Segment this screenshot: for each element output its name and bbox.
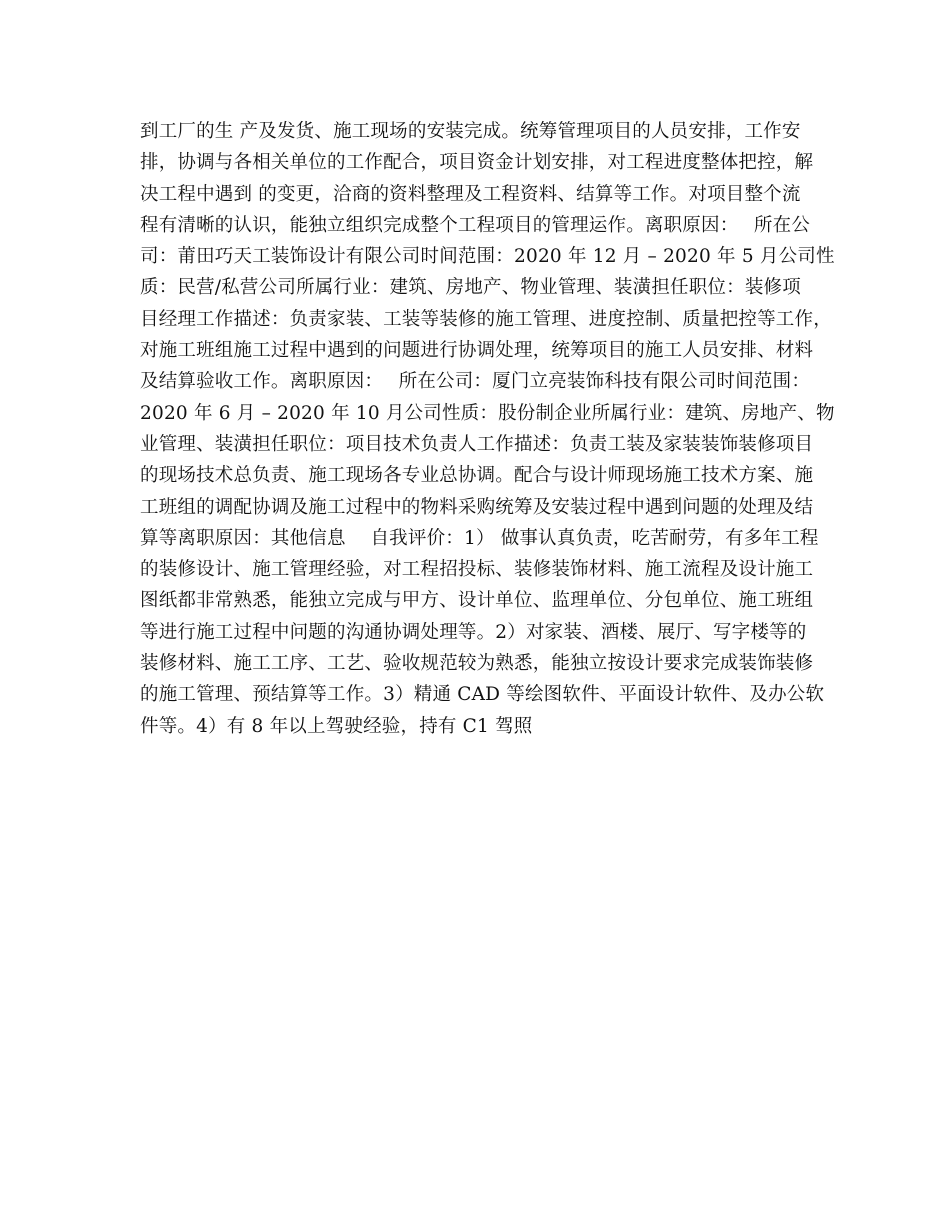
text-line: 装修材料、施工工序、工艺、验收规范较为熟悉，能独立按设计要求完成装饰装修 [140, 653, 814, 675]
text-line: 2020 年 6 月 – 2020 年 10 月公司性质：股份制企业所属行业：建筑、房地产、物 [140, 402, 835, 424]
text-line: 决工程中遇到 的变更，洽商的资料整理及工程资料、结算等工作。对项目整个流 [140, 183, 801, 205]
text-line: 的装修设计、施工管理经验，对工程招投标、装修装饰材料、施工流程及设计施工 [140, 559, 814, 581]
text-line: 程有清晰的认识，能独立组织完成整个工程项目的管理运作。离职原因： 所在公 [140, 214, 811, 236]
text-line: 的现场技术总负责、施工现场各专业总协调。配合与设计师现场施工技术方案、施 [140, 465, 814, 487]
text-line: 算等离职原因：其他信息 自我评价：1） 做事认真负责，吃苦耐劳，有多年工程 [140, 527, 819, 549]
text-line: 工班组的调配协调及施工过程中的物料采购统筹及安装过程中遇到问题的处理及结 [140, 496, 814, 518]
text-line: 等进行施工过程中问题的沟通协调处理等。2）对家装、酒楼、展厅、写字楼等的 [140, 621, 807, 643]
text-line: 业管理、装潢担任职位：项目技术负责人工作描述：负责工装及家装装饰装修项目 [140, 433, 814, 455]
text-line: 司：莆田巧天工装饰设计有限公司时间范围：2020 年 12 月 – 2020 年 5 月公司性 [140, 246, 835, 268]
text-line: 的施工管理、预结算等工作。3）精通 CAD 等绘图软件、平面设计软件、及办公软 [140, 684, 825, 706]
text-line: 图纸都非常熟悉，能独立完成与甲方、设计单位、监理单位、分包单位、施工班组 [140, 590, 814, 612]
text-line: 对施工班组施工过程中遇到的问题进行协调处理，统筹项目的施工人员安排、材料 [140, 340, 814, 362]
body-text [140, 116, 835, 742]
text-line: 质：民营/私营公司所属行业：建筑、房地产、物业管理、装潢担任职位：装修项 [140, 277, 801, 299]
text-line: 及结算验收工作。离职原因： 所在公司：厦门立亮装饰科技有限公司时间范围： [140, 371, 811, 393]
text-line: 到工厂的生 产及发货、施工现场的安装完成。统筹管理项目的人员安排，工作安 [140, 121, 801, 142]
text-line: 目经理工作描述：负责家装、工装等装修的施工管理、进度控制、质量把控等工作， [140, 308, 832, 330]
text-line: 件等。4）有 8 年以上驾驶经验，持有 C1 驾照 [140, 715, 533, 737]
text-line: 排，协调与各相关单位的工作配合，项目资金计划安排，对工程进度整体把控，解 [140, 152, 814, 174]
